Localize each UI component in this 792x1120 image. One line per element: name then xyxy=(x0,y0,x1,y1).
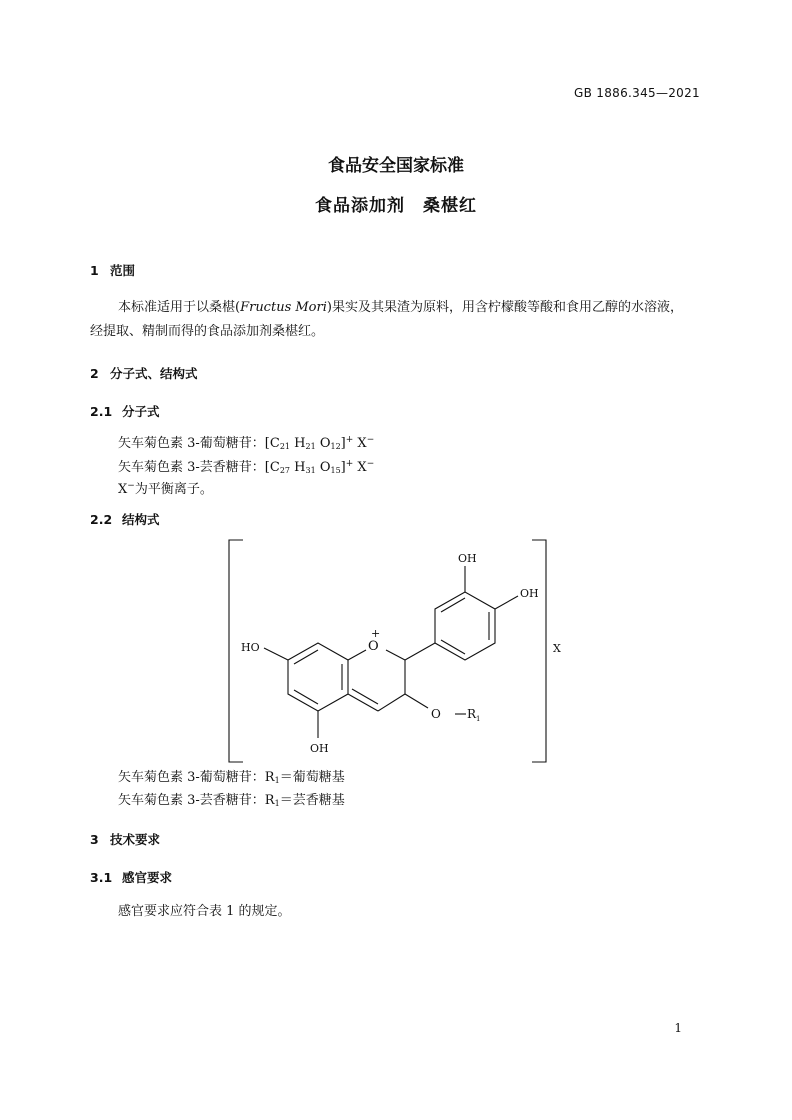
scope-paragraph-line2: 经提取、精制而得的食品添加剂桑椹红。 xyxy=(90,324,325,339)
section-label: 分子式 xyxy=(122,404,160,419)
section-number: 1 xyxy=(90,263,99,278)
section-label: 结构式 xyxy=(122,512,160,527)
subscript: 1 xyxy=(274,799,280,808)
superscript: + xyxy=(345,459,354,469)
subscript: 27 xyxy=(279,466,291,475)
superscript: − xyxy=(127,481,135,491)
section-label: 技术要求 xyxy=(110,832,161,847)
subscript: 21 xyxy=(305,442,316,451)
right-bracket xyxy=(532,540,546,762)
document-subtitle: 食品添加剂 桑椹红 xyxy=(315,196,477,216)
ho-label: HO xyxy=(241,641,260,654)
superscript: + xyxy=(345,435,354,445)
section-number: 3 xyxy=(90,832,99,847)
ring-b xyxy=(435,592,495,660)
subscript: 1 xyxy=(274,776,280,785)
sensory-requirement-text: 感官要求应符合表 1 的规定。 xyxy=(118,904,291,919)
ring-oxygen-label: O xyxy=(368,639,379,654)
latin-name: Fructus Mori xyxy=(240,300,327,315)
formula-text: ] xyxy=(340,436,346,451)
scope-text: 本标准适用于以桑椹( xyxy=(118,300,241,315)
section-3-heading xyxy=(90,830,160,848)
section-number: 3.1 xyxy=(90,870,113,885)
positive-charge: + xyxy=(371,627,381,640)
subscript: 31 xyxy=(305,466,316,475)
formula-text: ＝葡萄糖基 xyxy=(279,770,345,785)
formula-text: X xyxy=(353,460,367,475)
section-number: 2.1 xyxy=(90,404,113,419)
formula-text: 矢车菊色素 3-葡萄糖苷：[C xyxy=(118,436,280,451)
formula-text: 矢车菊色素 3-芸香糖苷：R xyxy=(118,793,275,808)
r1-definition-rutinoside xyxy=(118,789,345,808)
section-label: 感官要求 xyxy=(122,870,173,885)
oh-label: OH xyxy=(458,552,477,565)
formula-text: ＝芸香糖基 xyxy=(279,793,345,808)
standard-code: GB 1886.345—2021 xyxy=(574,86,700,100)
oh-label: OH xyxy=(310,742,329,755)
subscript: 12 xyxy=(330,442,341,451)
ether-oxygen-label: O xyxy=(431,707,441,721)
formula-text: H xyxy=(290,460,306,475)
formula-text: 矢车菊色素 3-葡萄糖苷：R xyxy=(118,770,275,785)
superscript: − xyxy=(366,459,375,469)
section-number: 2 xyxy=(90,366,99,381)
document-title: 食品安全国家标准 xyxy=(328,156,464,176)
oh-label: OH xyxy=(520,587,539,600)
formula-text: ] xyxy=(340,460,346,475)
r1-definition-glucoside xyxy=(118,766,345,785)
ring-a xyxy=(288,643,348,711)
subscript: 21 xyxy=(279,442,291,451)
subscript: 15 xyxy=(330,466,341,475)
formula-text: O xyxy=(315,436,331,451)
formula-text: H xyxy=(290,436,306,451)
section-3-1-heading xyxy=(90,868,172,886)
section-label: 分子式、结构式 xyxy=(110,366,198,381)
counter-ion-label: X xyxy=(553,642,561,655)
formula-text: 为平衡离子。 xyxy=(134,482,213,497)
formula-text: X xyxy=(118,482,128,497)
scope-text: )果实及其果渣为原料，用含柠檬酸等酸和食用乙醇的水溶液， xyxy=(326,300,683,315)
superscript: − xyxy=(366,435,375,445)
r1-subscript: 1 xyxy=(476,715,481,723)
r1-label: R xyxy=(467,707,477,721)
formula-text: O xyxy=(315,460,331,475)
section-label: 范围 xyxy=(110,263,136,278)
page-number: 1 xyxy=(674,1021,682,1035)
formula-text: X xyxy=(353,436,367,451)
formula-text: 矢车菊色素 3-芸香糖苷：[C xyxy=(118,460,280,475)
section-number: 2.2 xyxy=(90,512,113,527)
